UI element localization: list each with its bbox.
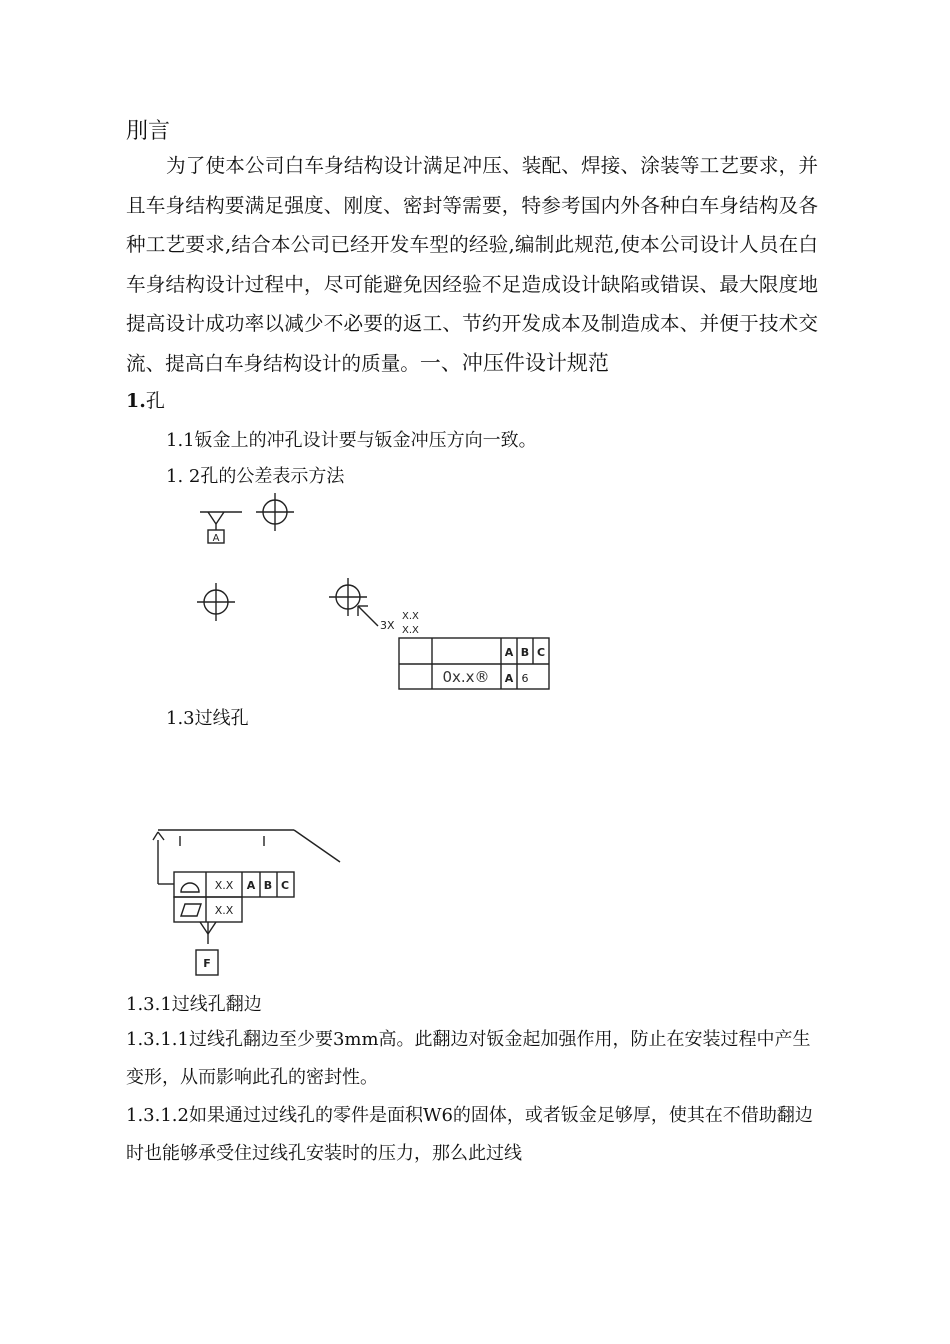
item-1-3: 1.3过线孔 [166,708,249,729]
heading-number: 1. [126,390,146,412]
datum-b: B [263,879,273,892]
item-1-2: 1. 2孔的公差表示方法 [166,466,345,487]
cell-a: A [504,646,514,659]
datum-a: A [246,879,256,892]
item-1-3-1: 1.3.1过线孔翻边 [126,994,262,1015]
count-label: 3X [380,619,395,632]
cell-c: C [536,646,546,659]
heading-text: 孔 [145,390,165,412]
item-1-1: 1.1钣金上的冲孔设计要与钣金冲压方向一致。 [166,430,537,451]
xx-label-1: X.X [402,611,419,622]
intro-paragraph [126,146,818,383]
item-1-3-1-2: 1.3.1.2如果通过过线孔的零件是面积W6的固体，或者钣金足够厚，使其在不借助翻边时也能够承受住过线孔安装时的压力，那么此过线 [126,1105,813,1164]
xx-upper: X.X [214,879,234,892]
wire-hole-figure [150,822,350,982]
xx-label-2: X.X [402,625,419,636]
intro-text: 为了使本公司白车身结构设计满足冲压、装配、焊接、涂装等工艺要求，并且车身结构要满足强度、刚度、密封等需要，特参考国内外各种白车身结构及各种工艺要求,结合本公司已经开发车型的经验,编制此规范,使本公司设计人员在白车身结构设计过程中，尽可能避免因经验不足造成设计缺陷或错误、最大限度地提高设计成功率以减少不必要的返工、节约开发成本及制造成本、并便于技术交流、提高白车身结构设计的质量。 [126,154,818,375]
page-title: 刖言 [126,119,171,144]
section-heading: 一、冲压件设计规范 [419,350,609,375]
tolerance-value: 0x.x® [442,668,490,686]
cell-a2: A [504,672,514,685]
cell-6: 6 [521,672,529,685]
datum-f: F [203,957,211,970]
datum-c: C [280,879,290,892]
datum-a-label: A [212,533,220,544]
xx-lower: X.X [214,904,234,917]
heading-hole [126,386,165,413]
item-1-3-1-1: 1.3.1.1过线孔翻边至少要3mm高。此翻边对钣金起加强作用，防止在安装过程中产生变形，从而影响此孔的密封性。 [126,1029,811,1088]
hole-tolerance-figure [190,490,570,700]
cell-b: B [520,646,530,659]
